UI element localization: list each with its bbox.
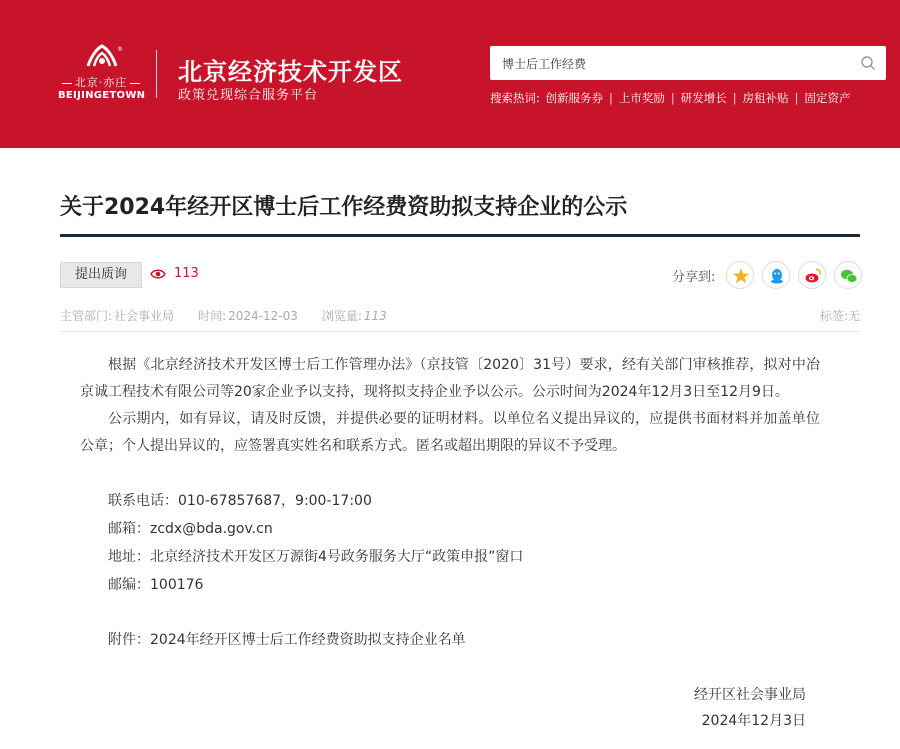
contact-address: 地址：北京经济技术开发区万源街4号政务服务大厅“政策申报”窗口 [108,549,524,565]
attachment-link[interactable]: 附件：2024年经开区博士后工作经费资助拟支持企业名单 [108,632,466,648]
share-weibo-button[interactable] [798,261,826,289]
hot-term-link[interactable]: 研发增长 [680,91,727,105]
body-paragraph: 公示期内，如有异议，请及时反馈，并提供必要的证明材料。以单位名义提出异议的，应提供书面材料并加盖单位公章；个人提出异议的，应签署真实姓名和联系方式。匿名或超出期限的异议不予受理。 [80,411,820,454]
hot-term-link[interactable]: 房租补贴 [742,91,789,105]
logo-divider [156,50,157,98]
weibo-icon [804,267,822,285]
submit-inquiry-button[interactable]: 提出质询 [60,262,142,288]
contact-email: 邮箱：zcdx@bda.gov.cn [108,521,273,537]
view-count: 113 [174,266,199,281]
hot-term-separator: | [609,91,613,105]
share-label: 分享到: [672,270,716,285]
time-label: 时间: [198,309,227,323]
logo-english-text: BEIJINGETOWN [58,90,146,101]
hot-term-link[interactable]: 创新服务券 [545,91,604,105]
qq-penguin-icon [768,267,786,285]
department-label: 主管部门: [60,309,113,323]
issue-date: 2024年12月3日 [701,713,806,729]
svg-text:®: ® [117,46,123,53]
article-meta [60,307,389,324]
hot-term-separator: | [670,91,675,105]
contact-phone: 联系电话：010-67857687，9:00-17:00 [108,493,372,509]
eye-icon [150,268,166,280]
article-body [80,352,820,460]
site-subtitle: 政策兑现综合服务平台 [178,88,319,103]
body-paragraph: 根据《北京经济技术开发区博士后工作管理办法》（京技管〔2020〕31号）要求，经有关部门审核推荐，拟对中冶京诚工程技术有限公司等20家企业予以支持，现将拟支持企业予以公示。公示时间为2024年12月3日至12月9日。 [80,357,820,400]
views-label: 浏览量: [321,309,362,323]
site-logo[interactable] [58,44,144,104]
department-value: 社会事业局 [114,309,175,323]
tags-value: 无 [847,309,860,323]
share-qq-button[interactable] [762,261,790,289]
share-wechat-button[interactable] [834,261,862,289]
search-box [490,46,886,80]
time-value: 2024-12-03 [228,309,298,323]
contact-postcode: 邮编：100176 [108,577,204,593]
article-title: 关于2024年经开区博士后工作经费资助拟支持企业的公示 [60,195,628,220]
tags-label: 标签: [819,309,848,323]
search-input[interactable] [502,46,842,80]
meta-divider [60,331,860,332]
wechat-icon [840,267,858,285]
site-title: 北京经济技术开发区 [178,58,403,86]
article-tags [820,307,860,324]
site-header [0,0,900,148]
hot-search-terms [490,90,851,106]
hot-term-link[interactable]: 固定资产 [804,91,851,105]
logo-mark-icon [82,44,122,72]
title-divider [60,234,860,237]
hot-term-link[interactable]: 上市奖励 [618,91,665,105]
hot-term-separator: | [794,91,799,105]
share-qzone-button[interactable] [726,261,754,289]
hot-term-separator: | [732,91,737,105]
issuer-signature: 经开区社会事业局 [694,687,806,703]
search-icon[interactable] [860,55,876,71]
hot-search-label: 搜索热词: [490,91,540,105]
logo-chinese-text: 北京·亦庄 [58,74,144,90]
views-value: 113 [363,309,387,323]
qzone-star-icon [732,267,750,285]
